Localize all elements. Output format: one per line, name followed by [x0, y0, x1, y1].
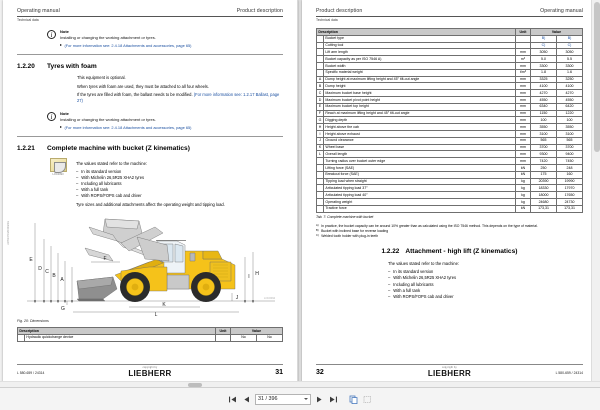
page-left — [3, 0, 298, 385]
triangle-bullet-icon — [60, 126, 62, 128]
table-row — [317, 96, 583, 103]
cell-value-2: C) — [557, 42, 583, 49]
cell-key: B — [317, 83, 324, 90]
running-subhead-left: Technical data — [17, 18, 39, 22]
table-row — [317, 137, 583, 144]
heading-1-2-21 — [17, 145, 283, 152]
heading-1-2-20 — [17, 63, 283, 70]
running-head-right — [316, 8, 583, 17]
copyright-text: copyright by — [442, 367, 457, 369]
table-row — [317, 76, 583, 83]
spec-bullet-list — [388, 269, 583, 300]
cell-key: C — [317, 90, 324, 97]
cell-description: Ground clearance — [324, 137, 516, 144]
cell-value-1: 24680 — [531, 198, 557, 205]
note-block-1 — [17, 29, 283, 48]
cell-value-1: 173,31 — [531, 205, 557, 212]
figure-dimensions — [7, 215, 283, 323]
triangle-bullet-icon — [60, 44, 62, 46]
table-row — [317, 164, 583, 171]
next-page-button[interactable] — [314, 394, 325, 405]
cross-reference-link[interactable] — [60, 43, 283, 48]
runhead-left-text: Operating manual — [17, 8, 60, 14]
cell-description: Wheel base — [324, 144, 516, 151]
svg-text:G: G — [61, 305, 65, 312]
list-item: – With ROPS/FOPS cab and driver — [76, 193, 283, 199]
svg-text:A: A — [60, 276, 64, 283]
cell-key — [317, 192, 324, 199]
heading-title: Attachment - high lift (Z kinematics) — [405, 248, 518, 256]
cell-value-2: 3700 — [557, 144, 583, 151]
cross-reference-link[interactable] — [60, 125, 283, 130]
cell-value-2: 3250 — [557, 76, 583, 83]
footnote-text: Welded tooth holder with plug-in teeth — [321, 234, 379, 239]
bucket-thumbnail-wrap — [45, 158, 71, 208]
cell-key: J — [317, 137, 324, 144]
table-head — [18, 327, 283, 334]
cell-value-1: 9300 — [531, 151, 557, 158]
svg-text:J: J — [235, 294, 239, 301]
select-icon — [363, 395, 372, 404]
col-unit: Unit — [516, 29, 531, 36]
table-row — [317, 103, 583, 110]
divider — [17, 136, 283, 137]
cell-key — [317, 35, 324, 42]
table-header-row — [18, 327, 283, 334]
cell-value-2: 19990 — [557, 178, 583, 185]
table-row — [317, 90, 583, 97]
list-item: – With a full tank — [76, 187, 283, 193]
cell-description: Lifting force (SAE) — [324, 164, 516, 171]
previous-page-button[interactable] — [241, 394, 252, 405]
cell-description: Tipping load when straight — [324, 178, 516, 185]
table-body — [18, 334, 283, 341]
page-footer-right — [316, 364, 583, 379]
cell-unit — [516, 42, 531, 49]
table-complete-machine — [316, 28, 583, 213]
paragraph-ballast-plain: If the tyres are filled with foam, the ballast needs to be modified. — [77, 92, 194, 98]
page-navigation-toolbar — [0, 387, 600, 410]
table-row — [317, 110, 583, 117]
footnote-text: In practice, the bucket capacity can be around 10% greater than as calculated using the ISO 7546 method. This depends on the type of material. — [321, 224, 538, 229]
cell-value-1: No — [231, 334, 257, 341]
note-body — [60, 111, 283, 130]
cell-value-1: 3550 — [531, 124, 557, 131]
heading-number: 1.2.21 — [17, 145, 35, 153]
cell-key — [317, 205, 324, 212]
section-1-2-22-body — [316, 261, 583, 300]
cell-value-2: B) — [557, 35, 583, 42]
copyright-text: copyright by — [142, 367, 158, 369]
cell-description: Bucket capacity as per ISO 7546 A) — [324, 56, 516, 63]
svg-text:F: F — [103, 255, 107, 262]
cell-value-1: 7420 — [531, 158, 557, 165]
svg-text:E: E — [29, 256, 33, 263]
list-item: – With Michelin 26,5R25 XHA2 tyres — [388, 275, 583, 281]
cell-key — [317, 69, 324, 76]
svg-text:I: I — [248, 273, 250, 280]
figure-watermark: LOC0094 — [264, 296, 276, 300]
cell-unit: mm — [516, 137, 531, 144]
liebherr-logo — [77, 367, 223, 378]
brand-name: LIEBHERR — [128, 369, 172, 378]
table-row — [317, 151, 583, 158]
cell-key: H — [317, 124, 324, 131]
cell-description: Bucket type — [324, 35, 516, 42]
cell-key: K — [317, 144, 324, 151]
cell-description: Cutting tool — [324, 42, 516, 49]
cell-description: Hydraulic quickchange device — [25, 334, 216, 341]
cell-key — [317, 178, 324, 185]
table-row — [317, 35, 583, 42]
cell-value-1: 1150 — [531, 110, 557, 117]
cell-value-1: 6340 — [531, 103, 557, 110]
cell-value-1: 4100 — [531, 83, 557, 90]
page-right — [302, 0, 597, 385]
table-header-row — [317, 29, 583, 36]
svg-text:H: H — [255, 270, 259, 277]
cell-key — [317, 171, 324, 178]
cell-key: E — [317, 103, 324, 110]
cell-key — [317, 42, 324, 49]
cell-description: Dump height at maximum lifting height and 45° tilt-out angle — [324, 76, 516, 83]
bucket-icon — [50, 158, 67, 172]
cell-key — [317, 158, 324, 165]
col-value: Value — [531, 29, 583, 36]
table-row — [317, 130, 583, 137]
ballast-link[interactable]: (For more information see: 1.2.17 Ballast, page 27) — [77, 92, 280, 104]
cell-value-2: 5.5 — [557, 56, 583, 63]
cell-value-2: 6420 — [557, 103, 583, 110]
cell-value-1: 4270 — [531, 90, 557, 97]
cell-unit — [216, 334, 231, 341]
last-page-button[interactable] — [328, 394, 339, 405]
cell-unit: t/m³ — [516, 69, 531, 76]
vertical-scrollbar[interactable] — [591, 0, 600, 387]
heading-title: Tyres with foam — [47, 63, 97, 71]
running-subhead-right: Technical data — [316, 18, 338, 22]
footnote — [316, 234, 583, 239]
svg-text:L: L — [154, 311, 158, 317]
spec-list-block — [17, 158, 283, 208]
cell-value-1: 250 — [531, 164, 557, 171]
cell-key — [317, 164, 324, 171]
svg-text:D: D — [38, 265, 42, 272]
table-hydraulic-quickchange — [17, 327, 283, 342]
section-1-2-20-body — [17, 75, 283, 104]
table-row — [317, 69, 583, 76]
cell-unit: mm — [516, 83, 531, 90]
runhead-right-text: Product description — [236, 8, 283, 14]
document-id: L 580-659 / 24314 — [555, 370, 583, 375]
cell-description: Maximum bucket pivot point height — [324, 96, 516, 103]
cell-value-2: 24730 — [557, 198, 583, 205]
cell-description: Articulated tipping load 40° — [324, 192, 516, 199]
cell-value-1: 3100 — [531, 130, 557, 137]
cell-unit: mm — [516, 49, 531, 56]
page-number: 31 — [275, 369, 283, 376]
heading-number: 1.2.20 — [17, 63, 35, 71]
cell-description: Operating weight — [324, 198, 516, 205]
next-page-icon — [315, 395, 324, 404]
first-page-button[interactable] — [227, 394, 238, 405]
spec-intro: The values stated refer to the machine: — [388, 261, 459, 267]
table-row — [317, 171, 583, 178]
cell-value-1: B) — [531, 35, 557, 42]
cell-value-2: 1220 — [557, 110, 583, 117]
cell-unit: m³ — [516, 56, 531, 63]
note-text: Installing or changing the working attachment or tyres. — [60, 35, 156, 41]
list-item: – With a full tank — [388, 288, 583, 294]
cell-value-1: 100 — [531, 117, 557, 124]
cell-unit: mm — [516, 124, 531, 131]
cell-value-2: 4100 — [557, 83, 583, 90]
table-row — [317, 42, 583, 49]
select-tool-button[interactable] — [362, 394, 373, 405]
cell-unit: mm — [516, 130, 531, 137]
cell-value-2: 3300 — [557, 62, 583, 69]
bucket-icon-caption: LOC0093 — [52, 173, 64, 177]
footnote-marker: A) — [316, 224, 319, 228]
col-description: Description — [317, 29, 516, 36]
note-text: Installing or changing the working attachment or tyres. — [60, 117, 156, 123]
cell-key — [18, 334, 25, 341]
col-value: Value — [231, 327, 283, 334]
cell-unit: kg — [516, 192, 531, 199]
table-head — [317, 29, 583, 36]
cell-value-2: 3050 — [557, 49, 583, 56]
cell-unit: mm — [516, 144, 531, 151]
cell-description: Breakout force (SAE) — [324, 171, 516, 178]
heading-1-2-22 — [316, 248, 583, 255]
cell-description: Turning radius over bucket outer edge — [324, 158, 516, 165]
cell-description: Digging depth — [324, 117, 516, 124]
note-block-2 — [17, 111, 283, 130]
cell-unit — [516, 35, 531, 42]
paragraph-ballast — [77, 92, 283, 104]
table-caption: Tab. 7: Complete machine with bucket — [316, 215, 374, 220]
cell-description: Bucket width — [324, 62, 516, 69]
cell-value-1: 3700 — [531, 144, 557, 151]
col-unit: Unit — [216, 327, 231, 334]
cell-value-2: 565 — [557, 137, 583, 144]
cell-key: I — [317, 130, 324, 137]
table-row — [317, 124, 583, 131]
brand-name: LIEBHERR — [427, 369, 472, 378]
footnote-marker: B) — [316, 229, 319, 233]
svg-text:B: B — [52, 272, 56, 279]
table-row — [317, 144, 583, 151]
note-body — [60, 29, 283, 48]
cell-unit: kg — [516, 185, 531, 192]
cell-value-2: 4550 — [557, 96, 583, 103]
info-icon — [47, 30, 56, 39]
cross-reference-text: (For more information see: 2.4.18 Attachments and accessories, page 65) — [64, 125, 192, 131]
cell-description: Lift arm length — [324, 49, 516, 56]
figure-canvas — [17, 215, 283, 317]
cell-key: G — [317, 117, 324, 124]
list-item: – With ROPS/FOPS cab and driver — [388, 294, 583, 300]
spec-intro: The values stated refer to the machine: — [76, 160, 147, 166]
table-row — [317, 62, 583, 69]
cell-description: Specific material weight — [324, 69, 516, 76]
cell-description: Reach at maximum lifting height and 45° tilt-out angle — [324, 110, 516, 117]
cell-value-2: 3100 — [557, 130, 583, 137]
chevron-down-icon[interactable] — [304, 398, 308, 400]
divider — [17, 54, 283, 55]
runhead-left-text: Product description — [316, 8, 363, 14]
list-item: – Including all lubricants — [76, 181, 283, 187]
last-page-icon — [329, 395, 338, 404]
cell-value-1: 3050 — [531, 49, 557, 56]
list-item: – With Michelin 26,5R25 XHA2 tyres — [76, 175, 283, 181]
runhead-right-text: Operating manual — [540, 8, 583, 14]
cell-key: A — [317, 76, 324, 83]
svg-text:C: C — [45, 268, 49, 275]
cell-value-1: 20390 — [531, 178, 557, 185]
cell-key — [317, 185, 324, 192]
cell-value-2: 160 — [557, 171, 583, 178]
cell-description: Articulated tipping load 37° — [324, 185, 516, 192]
cell-unit: mm — [516, 62, 531, 69]
copy-button[interactable] — [348, 394, 359, 405]
cell-description: Height above exhaust — [324, 130, 516, 137]
cell-unit: kN — [516, 164, 531, 171]
spec-outro: Tyre sizes and additional attachments affect the operating weight and tipping load. — [76, 202, 225, 208]
cell-unit: kg — [516, 198, 531, 205]
col-description: Description — [18, 327, 216, 334]
heading-number: 1.2.22 — [381, 248, 400, 256]
cell-description: Maximum bucket base height — [324, 90, 516, 97]
info-icon — [47, 112, 56, 121]
cell-value-2: 9400 — [557, 151, 583, 158]
cell-description: Overall length — [324, 151, 516, 158]
table-body — [317, 35, 583, 212]
cell-unit: mm — [516, 158, 531, 165]
cell-unit: mm — [516, 151, 531, 158]
previous-page-icon — [242, 395, 251, 404]
cell-key — [317, 49, 324, 56]
cell-description: Dump height — [324, 83, 516, 90]
cell-value-2: 248 — [557, 164, 583, 171]
cell-description: Tractive force — [324, 205, 516, 212]
cell-value-1: 5.0 — [531, 56, 557, 63]
wheel-loader-dimension-drawing — [17, 215, 284, 317]
cell-unit: mm — [516, 110, 531, 117]
table-row — [317, 205, 583, 212]
list-item: – In its standard version — [388, 269, 583, 275]
note-title: Note — [60, 29, 69, 34]
cell-value-1: 1.8 — [531, 69, 557, 76]
liebherr-logo — [376, 367, 523, 378]
cell-description: Height above the cab — [324, 124, 516, 131]
cell-value-2: 17970 — [557, 185, 583, 192]
cell-unit: kN — [516, 171, 531, 178]
list-item: – Including all lubricants — [388, 282, 583, 288]
cell-value-1: 3325 — [531, 76, 557, 83]
paragraph-four-wheels: When tyres with foam are used, they must be attached to all four wheels. — [77, 83, 209, 89]
cell-unit: mm — [516, 117, 531, 124]
table-row — [317, 185, 583, 192]
heading-title: Complete machine with bucket (Z kinematics) — [47, 145, 190, 153]
cell-unit: kg — [516, 178, 531, 185]
document-id: L 580-659 / 24314 — [17, 370, 45, 375]
cross-reference-text: (For more information see: 2.4.18 Attachments and accessories, page 65) — [64, 43, 192, 49]
cell-key: D — [317, 96, 324, 103]
cell-value-2: 3550 — [557, 124, 583, 131]
cell-value-1: 3300 — [531, 62, 557, 69]
footnote-list — [316, 224, 583, 239]
cell-value-2: 1.6 — [557, 69, 583, 76]
cell-unit: mm — [516, 96, 531, 103]
cell-unit: mm — [516, 76, 531, 83]
cell-key — [317, 198, 324, 205]
cell-description: Maximum bucket top height — [324, 103, 516, 110]
svg-text:K: K — [162, 301, 166, 308]
figure-caption: Fig. 20: Dimensions — [17, 318, 49, 323]
cell-key — [317, 62, 324, 69]
table-row — [317, 158, 583, 165]
cell-value-2: 17650 — [557, 192, 583, 199]
footnote-marker: C) — [316, 234, 319, 238]
vertical-scrollbar-thumb[interactable] — [594, 2, 600, 152]
running-head-left — [17, 8, 283, 17]
page-number-field[interactable] — [255, 394, 311, 405]
page-number: 32 — [316, 369, 324, 376]
cell-value-1: C) — [531, 42, 557, 49]
paragraph-optional: This equipment is optional. — [77, 75, 126, 81]
copy-icon — [349, 395, 358, 404]
table-row — [317, 49, 583, 56]
list-item: – In its standard version — [76, 169, 283, 175]
page-footer-left — [17, 364, 283, 379]
cell-value-2: 100 — [557, 117, 583, 124]
cell-value-2: 4270 — [557, 90, 583, 97]
cell-unit: kN — [516, 205, 531, 212]
footnote-text: Bucket with inclined base for reverse loading — [321, 229, 389, 234]
page-number-input[interactable] — [258, 396, 302, 402]
cell-value-2: No — [257, 334, 283, 341]
cell-value-1: 565 — [531, 137, 557, 144]
cell-unit: mm — [516, 90, 531, 97]
spec-bullet-list — [76, 169, 283, 200]
figure-side-code: LWT/14701/DIM/ENG — [7, 220, 10, 245]
cell-value-1: 18000 — [531, 192, 557, 199]
cell-unit: mm — [516, 103, 531, 110]
cell-key: F — [317, 110, 324, 117]
table-row — [317, 198, 583, 205]
cell-value-2: 7450 — [557, 158, 583, 165]
cell-value-1: 18330 — [531, 185, 557, 192]
cell-key: L — [317, 151, 324, 158]
first-page-icon — [228, 395, 237, 404]
cell-key — [317, 56, 324, 63]
note-title: Note — [60, 111, 69, 117]
table-row — [317, 117, 583, 124]
cell-value-1: 175 — [531, 171, 557, 178]
table-row — [317, 56, 583, 63]
cell-value-2: 173,31 — [557, 205, 583, 212]
spec-list-body — [76, 158, 283, 208]
table-row — [317, 83, 583, 90]
table-row — [18, 334, 283, 341]
cell-value-1: 4550 — [531, 96, 557, 103]
table-row — [317, 192, 583, 199]
table-row — [317, 178, 583, 185]
